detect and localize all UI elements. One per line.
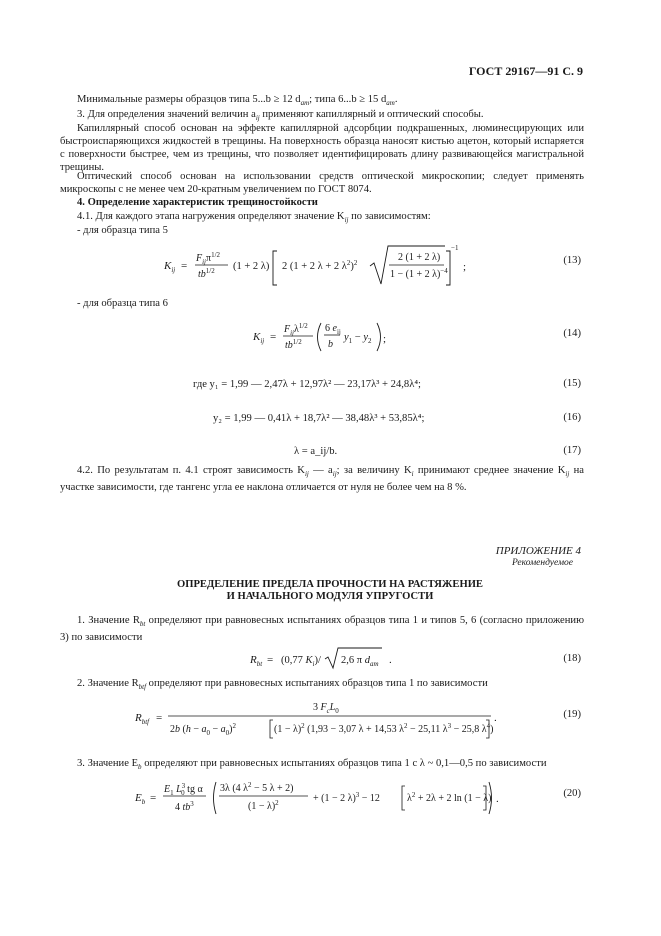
equation-18-number: (18)	[563, 653, 581, 664]
svg-text:=: =	[156, 712, 163, 724]
equation-17-number: (17)	[563, 445, 581, 456]
paragraph-optical: Оптический способ основан на использовании средств оптической микроскопии; следует применять микроскопы с не менее чем 20-кратным увеличением по ГОСТ 8074.	[60, 171, 584, 195]
equation-19-formula	[0, 697, 661, 741]
svg-text:−1: −1	[451, 244, 459, 252]
section-heading: 4. Определение характеристик трещиностойкости	[77, 197, 318, 208]
svg-text:λ2 + 2λ + 2 ln (1 − λ): $\lambda^2 + 2\lambda + 2$ ln (1 − λ)	[407, 791, 492, 804]
equation-14-number: (14)	[563, 328, 581, 339]
equation-15-formula: где y₁ = 1,99 — 2,47λ + 12,97λ² — 23,17λ³ + 24,8λ⁴;	[193, 379, 421, 390]
equation-13-formula	[0, 243, 661, 293]
svg-text:(0,77 Ki)/: (0,77 $K_i)/$	[281, 655, 321, 668]
svg-text:.: .	[494, 712, 497, 724]
equation-20-formula	[0, 776, 661, 820]
equation-18-formula	[0, 645, 661, 675]
svg-text:;: ;	[383, 333, 387, 345]
svg-text:3 FcL0: 3 $F_cL_0$	[313, 702, 339, 715]
equation-20-number: (20)	[563, 788, 581, 799]
appendix-paragraph-3: 3. Значение $E_b$ определяют при равновесных испытаниях образцов типа 1 с λ ~ 0,1—0,5 по зависимости	[77, 758, 547, 772]
appendix-title-line2: И НАЧАЛЬНОГО МОДУЛЯ УПРУГОСТИ	[226, 591, 434, 602]
paragraph-4-2: 4.2. По результатам п. 4.1 строят зависимость $K_{ij}$ — $a_{ij}$; за величину $K_i$ принимают среднее значение $K_{ij}$ на участке зависимости, где тангенс угла ее наклона отличается от нуля не более чем на 8 %.	[60, 465, 584, 494]
page-header: ГОСТ 29167—91 С. 9	[468, 64, 583, 78]
svg-text:=: =	[181, 260, 188, 272]
equation-15	[0, 378, 661, 394]
equation-16	[0, 412, 661, 428]
equation-17-formula: λ = a_ij/b.	[294, 446, 338, 457]
svg-text:b: b	[328, 339, 333, 350]
svg-text:4 tb3: 4 $tb^3$	[175, 800, 194, 813]
equation-13	[0, 243, 661, 293]
svg-text:2 (1 + 2 λ + 2 λ2)2: 2 (1 + 2 λ + 2 $\lambda^2)^2$	[282, 259, 358, 272]
svg-text:Eb: $E_b$	[135, 792, 146, 806]
appendix-title-line1: ОПРЕДЕЛЕНИЕ ПРЕДЕЛА ПРОЧНОСТИ НА РАСТЯЖЕНИЕ	[176, 579, 483, 590]
svg-text:(1 − λ)2 (1,93 − 3,07 λ + 14,5: $(1 - \lambda)^2$ (1,93 − 3,07 λ + 14,53 $\lambda^2 - 25,11$ $\lambda^3 - 25,8$ $\lambda^4$)	[274, 722, 494, 735]
label-type6: - для образца типа 6	[77, 298, 168, 309]
appendix-label: ПРИЛОЖЕНИЕ 4	[495, 545, 581, 557]
equation-19-number: (19)	[563, 709, 581, 720]
svg-text:=: =	[267, 654, 274, 666]
equation-13-number: (13)	[563, 255, 581, 266]
equation-16-number: (16)	[563, 412, 581, 423]
equation-19	[0, 697, 661, 741]
paragraph-methods: 3. Для определения значений величин $a_{ij}$ применяют капиллярный и оптический способы.	[77, 109, 484, 123]
label-type5: - для образца типа 5	[77, 225, 168, 236]
svg-text:E1 L30 tg α: $E_1$ $L^3$ 0 tg α	[164, 782, 203, 797]
svg-text:Kij: $K_{ij}$	[253, 331, 265, 345]
equation-18	[0, 645, 661, 675]
svg-text:=: =	[150, 792, 157, 804]
svg-text:2b (h − a0 − a0)2: 2b $(h - a_0 - a_0)^2$	[170, 722, 236, 737]
paragraph-capillary: Капиллярный способ основан на эффекте капиллярной адсорбции подкрашенных, люминесцирующих или быстроиспаряющихся жидкостей в трещины. На поверхность образца наносят кистью ацетон, который испаряется с поверхности быстрее, чем из трещины, что позволяет идентифицировать длину развивающейся магистральной трещины.	[60, 123, 584, 173]
svg-text:;: ;	[463, 261, 467, 273]
svg-text:.: .	[496, 793, 499, 805]
svg-text:Rbtf: $R_{btf}$	[135, 712, 150, 726]
svg-text:=: =	[270, 331, 277, 343]
svg-text:(1 − λ)2: $(1 - \lambda)^2$	[248, 799, 279, 812]
appendix-paragraph-2: 2. Значение $R_{btf}$ определяют при равновесных испытаниях образцов типа 1 по зависимости	[77, 678, 488, 692]
paragraph-min-sizes: Минимальные размеры образцов типа 5...b ≥ 12 $d_{am}$; типа 6...b ≥ 15 $d_{am}$.	[77, 94, 398, 108]
equation-16-formula: y₂ = 1,99 — 0,41λ + 18,7λ² — 38,48λ³ + 53,85λ⁴;	[213, 413, 425, 424]
svg-text:tb1/2: $tb^{1/2}$	[285, 338, 302, 351]
svg-text:Kij: $K_{ij}$	[164, 260, 176, 274]
appendix-paragraph-1: 1. Значение $R_{bt}$ определяют при равновесных испытаниях образцов типа 1 и типов 5, 6 (согласно приложению 3) по зависимости	[60, 615, 584, 644]
svg-text:Fijλ1/2: $F_{ij}\lambda^{1/2}$	[284, 322, 308, 337]
svg-text:2,6 π dam: 2,6 π $d_{am}$	[341, 655, 379, 668]
equation-20	[0, 776, 661, 820]
equation-17	[0, 445, 661, 461]
svg-text:y1 − y2: $y_1 - y_2$	[344, 332, 372, 345]
svg-text:.: .	[389, 654, 392, 666]
equation-15-number: (15)	[563, 378, 581, 389]
svg-text:2 (1 + 2 λ): 2 (1 + 2 λ)	[398, 252, 441, 263]
svg-text:(1 + 2 λ): (1 + 2 λ)	[233, 261, 270, 272]
appendix-status: Рекомендуемое	[511, 558, 573, 568]
svg-text:tb1/2: $tb^{1/2}$	[198, 267, 215, 280]
svg-text:+ (1 − 2 λ)3 − 12: + (1 − 2 λ)$^3$ − 12	[313, 791, 380, 804]
equation-14-formula	[0, 317, 661, 357]
svg-text:1 − (1 + 2 λ)−4: 1 − (1 + 2 λ)$^{-4}$	[390, 267, 448, 280]
paragraph-4-1: 4.1. Для каждого этапа нагружения определяют значение $K_{ij}$ по зависимостям:	[77, 211, 431, 225]
svg-text:Fijπ1/2: $F_{ij}\pi^{1/2}$	[196, 251, 221, 266]
svg-text:6 eij: 6 $e_{ij}$	[325, 323, 341, 336]
svg-text:3λ (4 λ2 − 5 λ + 2): 3λ (4 $\lambda^2 - 5$ λ + 2)	[220, 781, 294, 794]
svg-text:Rbt: $R_{bt}$	[250, 654, 263, 668]
equation-14	[0, 317, 661, 367]
